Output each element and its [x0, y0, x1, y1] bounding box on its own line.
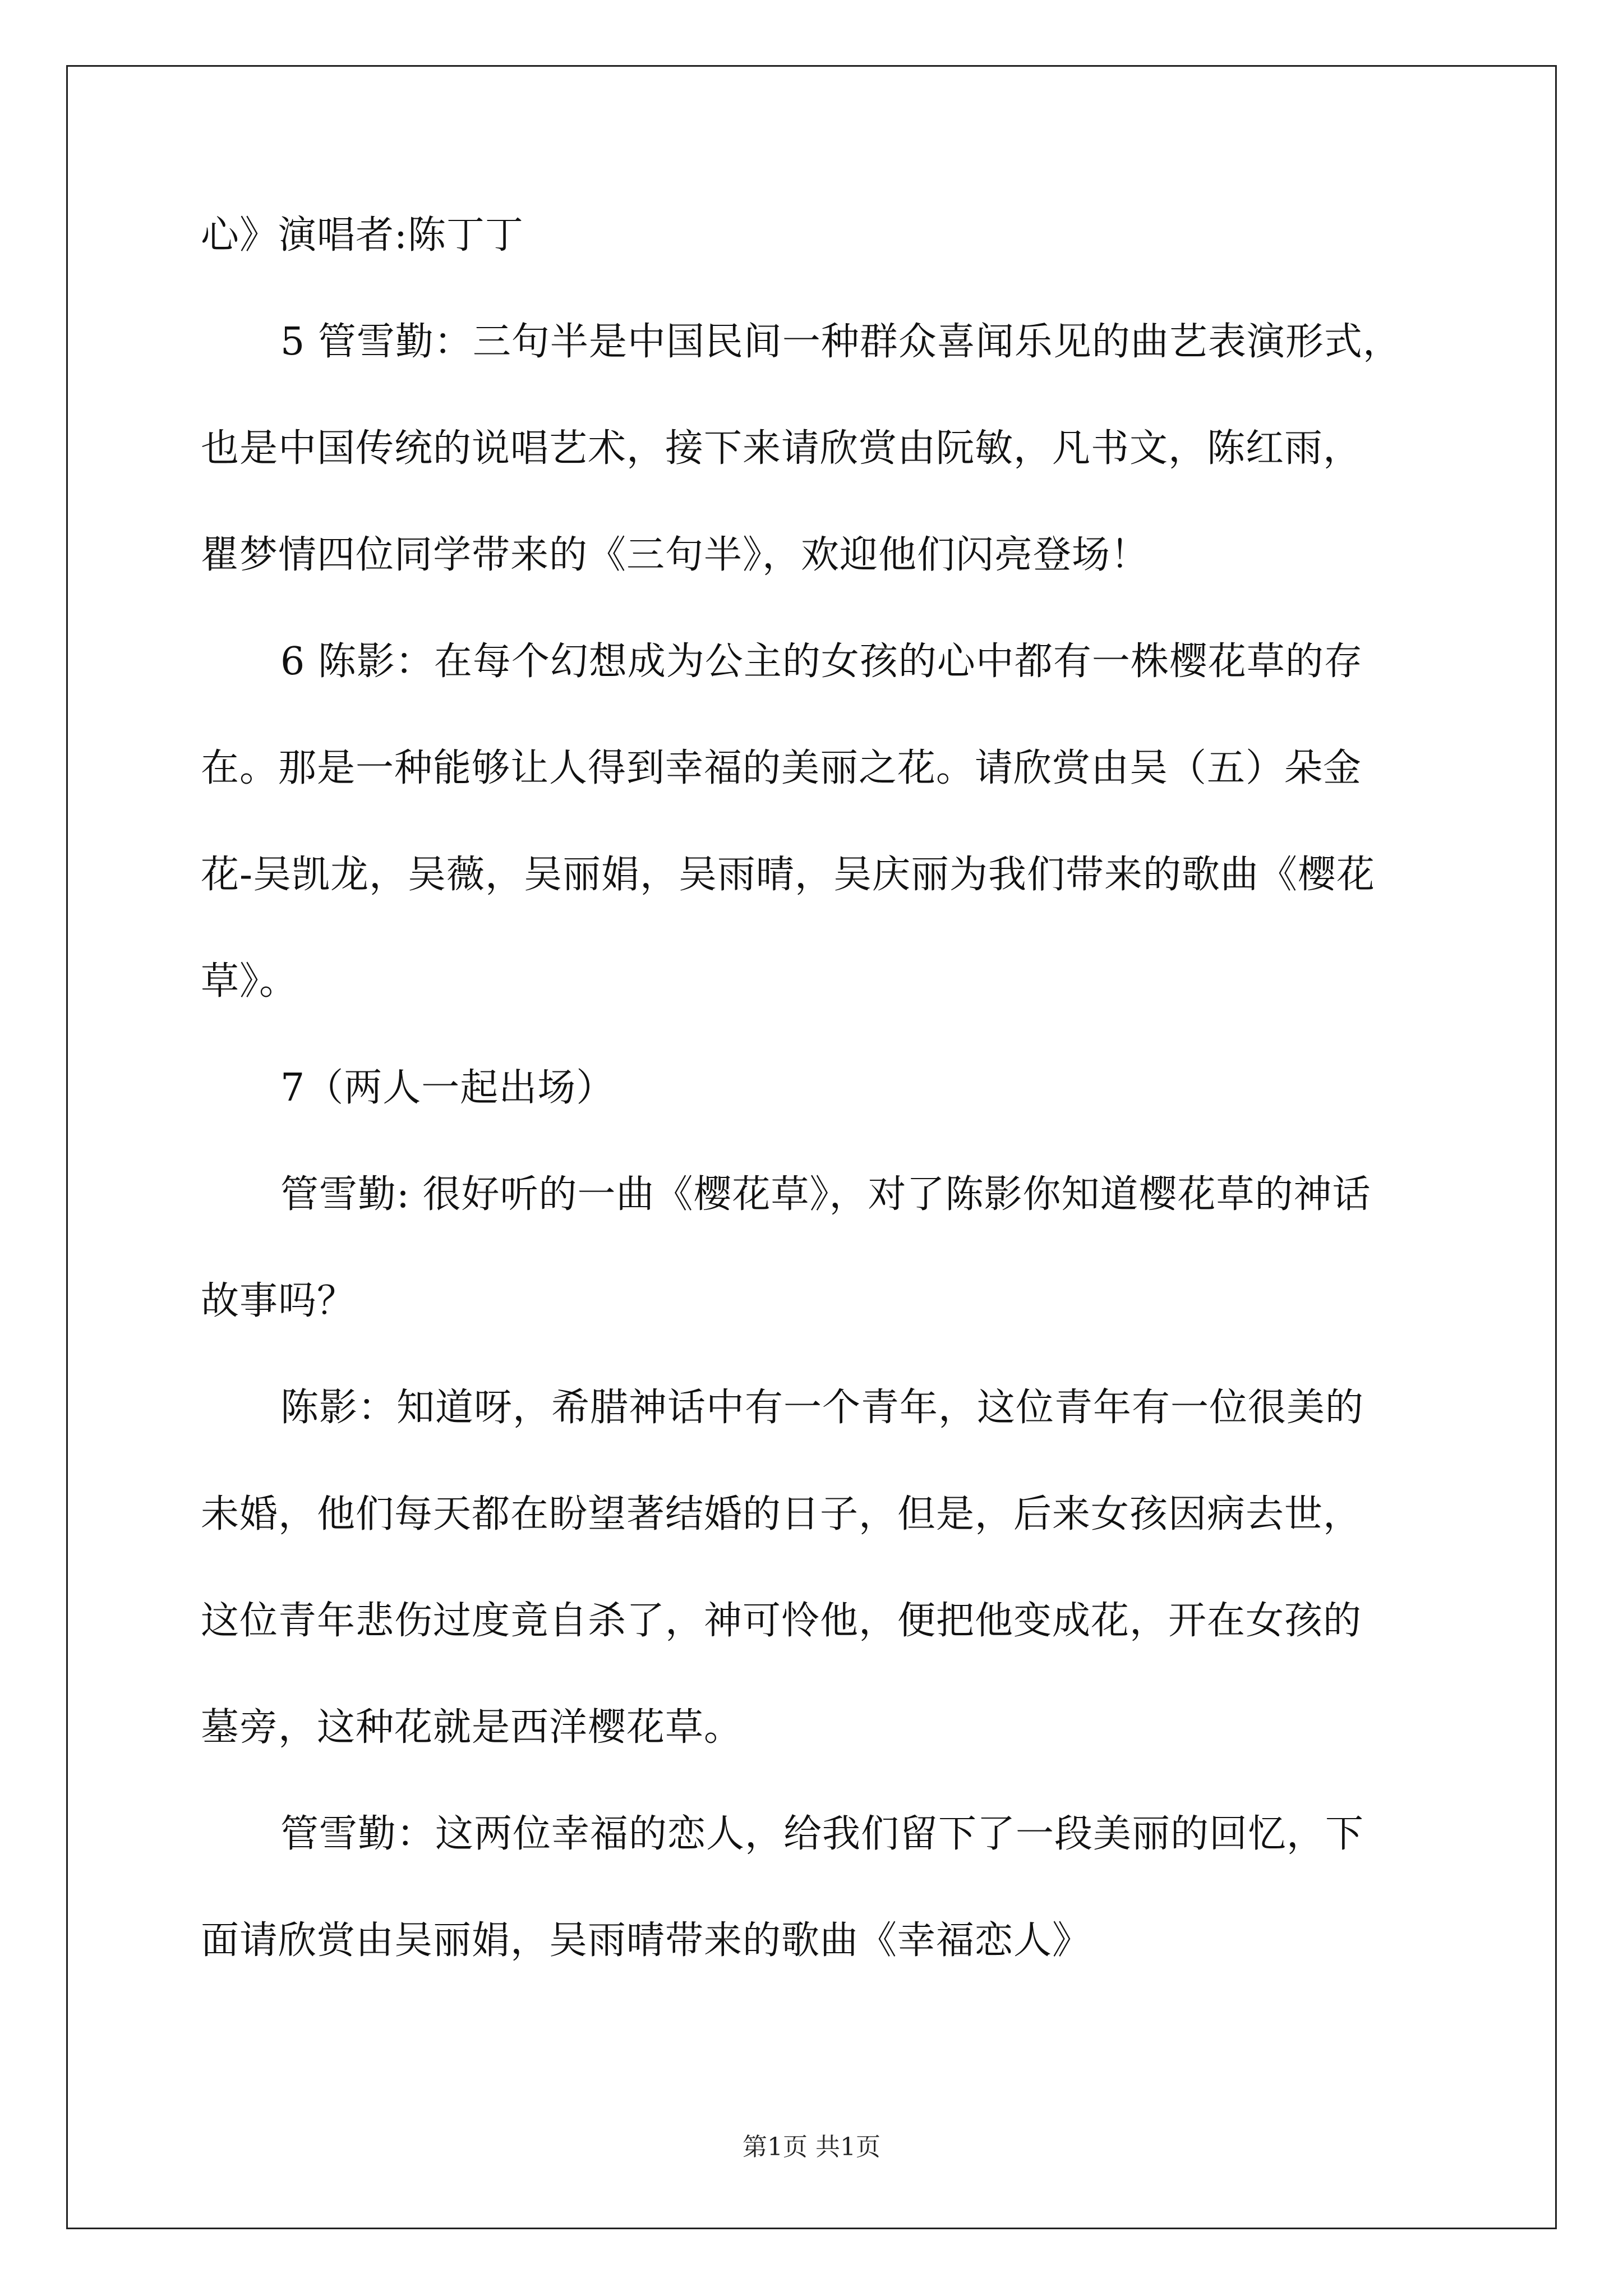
text-line: 也是中国传统的说唱艺术，接下来请欣赏由阮敏，凡书文，陈红雨，	[201, 426, 1362, 471]
paragraph-line: 管雪勤: 很好听的一曲《樱花草》，对了陈影你知道樱花草的神话	[280, 1172, 1371, 1217]
text-line: 未婚，他们每天都在盼望著结婚的日子，但是，后来女孩因病去世，	[201, 1492, 1362, 1536]
text-line: 心》演唱者:陈丁丁	[201, 213, 524, 257]
text-line: 草》。	[201, 959, 298, 1004]
text-line: 花-吴凯龙，吴薇，吴丽娟，吴雨晴，吴庆丽为我们带来的歌曲《樱花	[201, 853, 1375, 897]
text-line: 在。那是一种能够让人得到幸福的美丽之花。请欣赏由吴（五）朵金	[201, 746, 1362, 790]
text-line: 瞿梦情四位同学带来的《三句半》，欢迎他们闪亮登场！	[201, 533, 1150, 577]
text-line: 面请欣赏由吴丽娟，吴雨晴带来的歌曲《幸福恋人》	[201, 1918, 1091, 1963]
text-line: 墓旁，这种花就是西洋樱花草。	[201, 1705, 743, 1750]
paragraph-line: 5 管雪勤：三句半是中国民间一种群众喜闻乐见的曲艺表演形式，	[280, 320, 1401, 364]
paragraph-line: 7（两人一起出场）	[280, 1066, 615, 1110]
paragraph-line: 管雪勤：这两位幸福的恋人，给我们留下了一段美丽的回忆，下	[280, 1812, 1364, 1856]
text-line: 这位青年悲伤过度竟自杀了，神可怜他，便把他变成花，开在女孩的	[201, 1599, 1362, 1643]
paragraph-line: 陈影：知道呀，希腊神话中有一个青年，这位青年有一位很美的	[280, 1386, 1364, 1430]
text-line: 故事吗？	[201, 1279, 356, 1323]
page-footer: 第1页 共1页	[743, 2133, 880, 2161]
page-border	[66, 65, 1557, 2229]
paragraph-line: 6 陈影：在每个幻想成为公主的女孩的心中都有一株樱花草的存	[280, 639, 1363, 684]
